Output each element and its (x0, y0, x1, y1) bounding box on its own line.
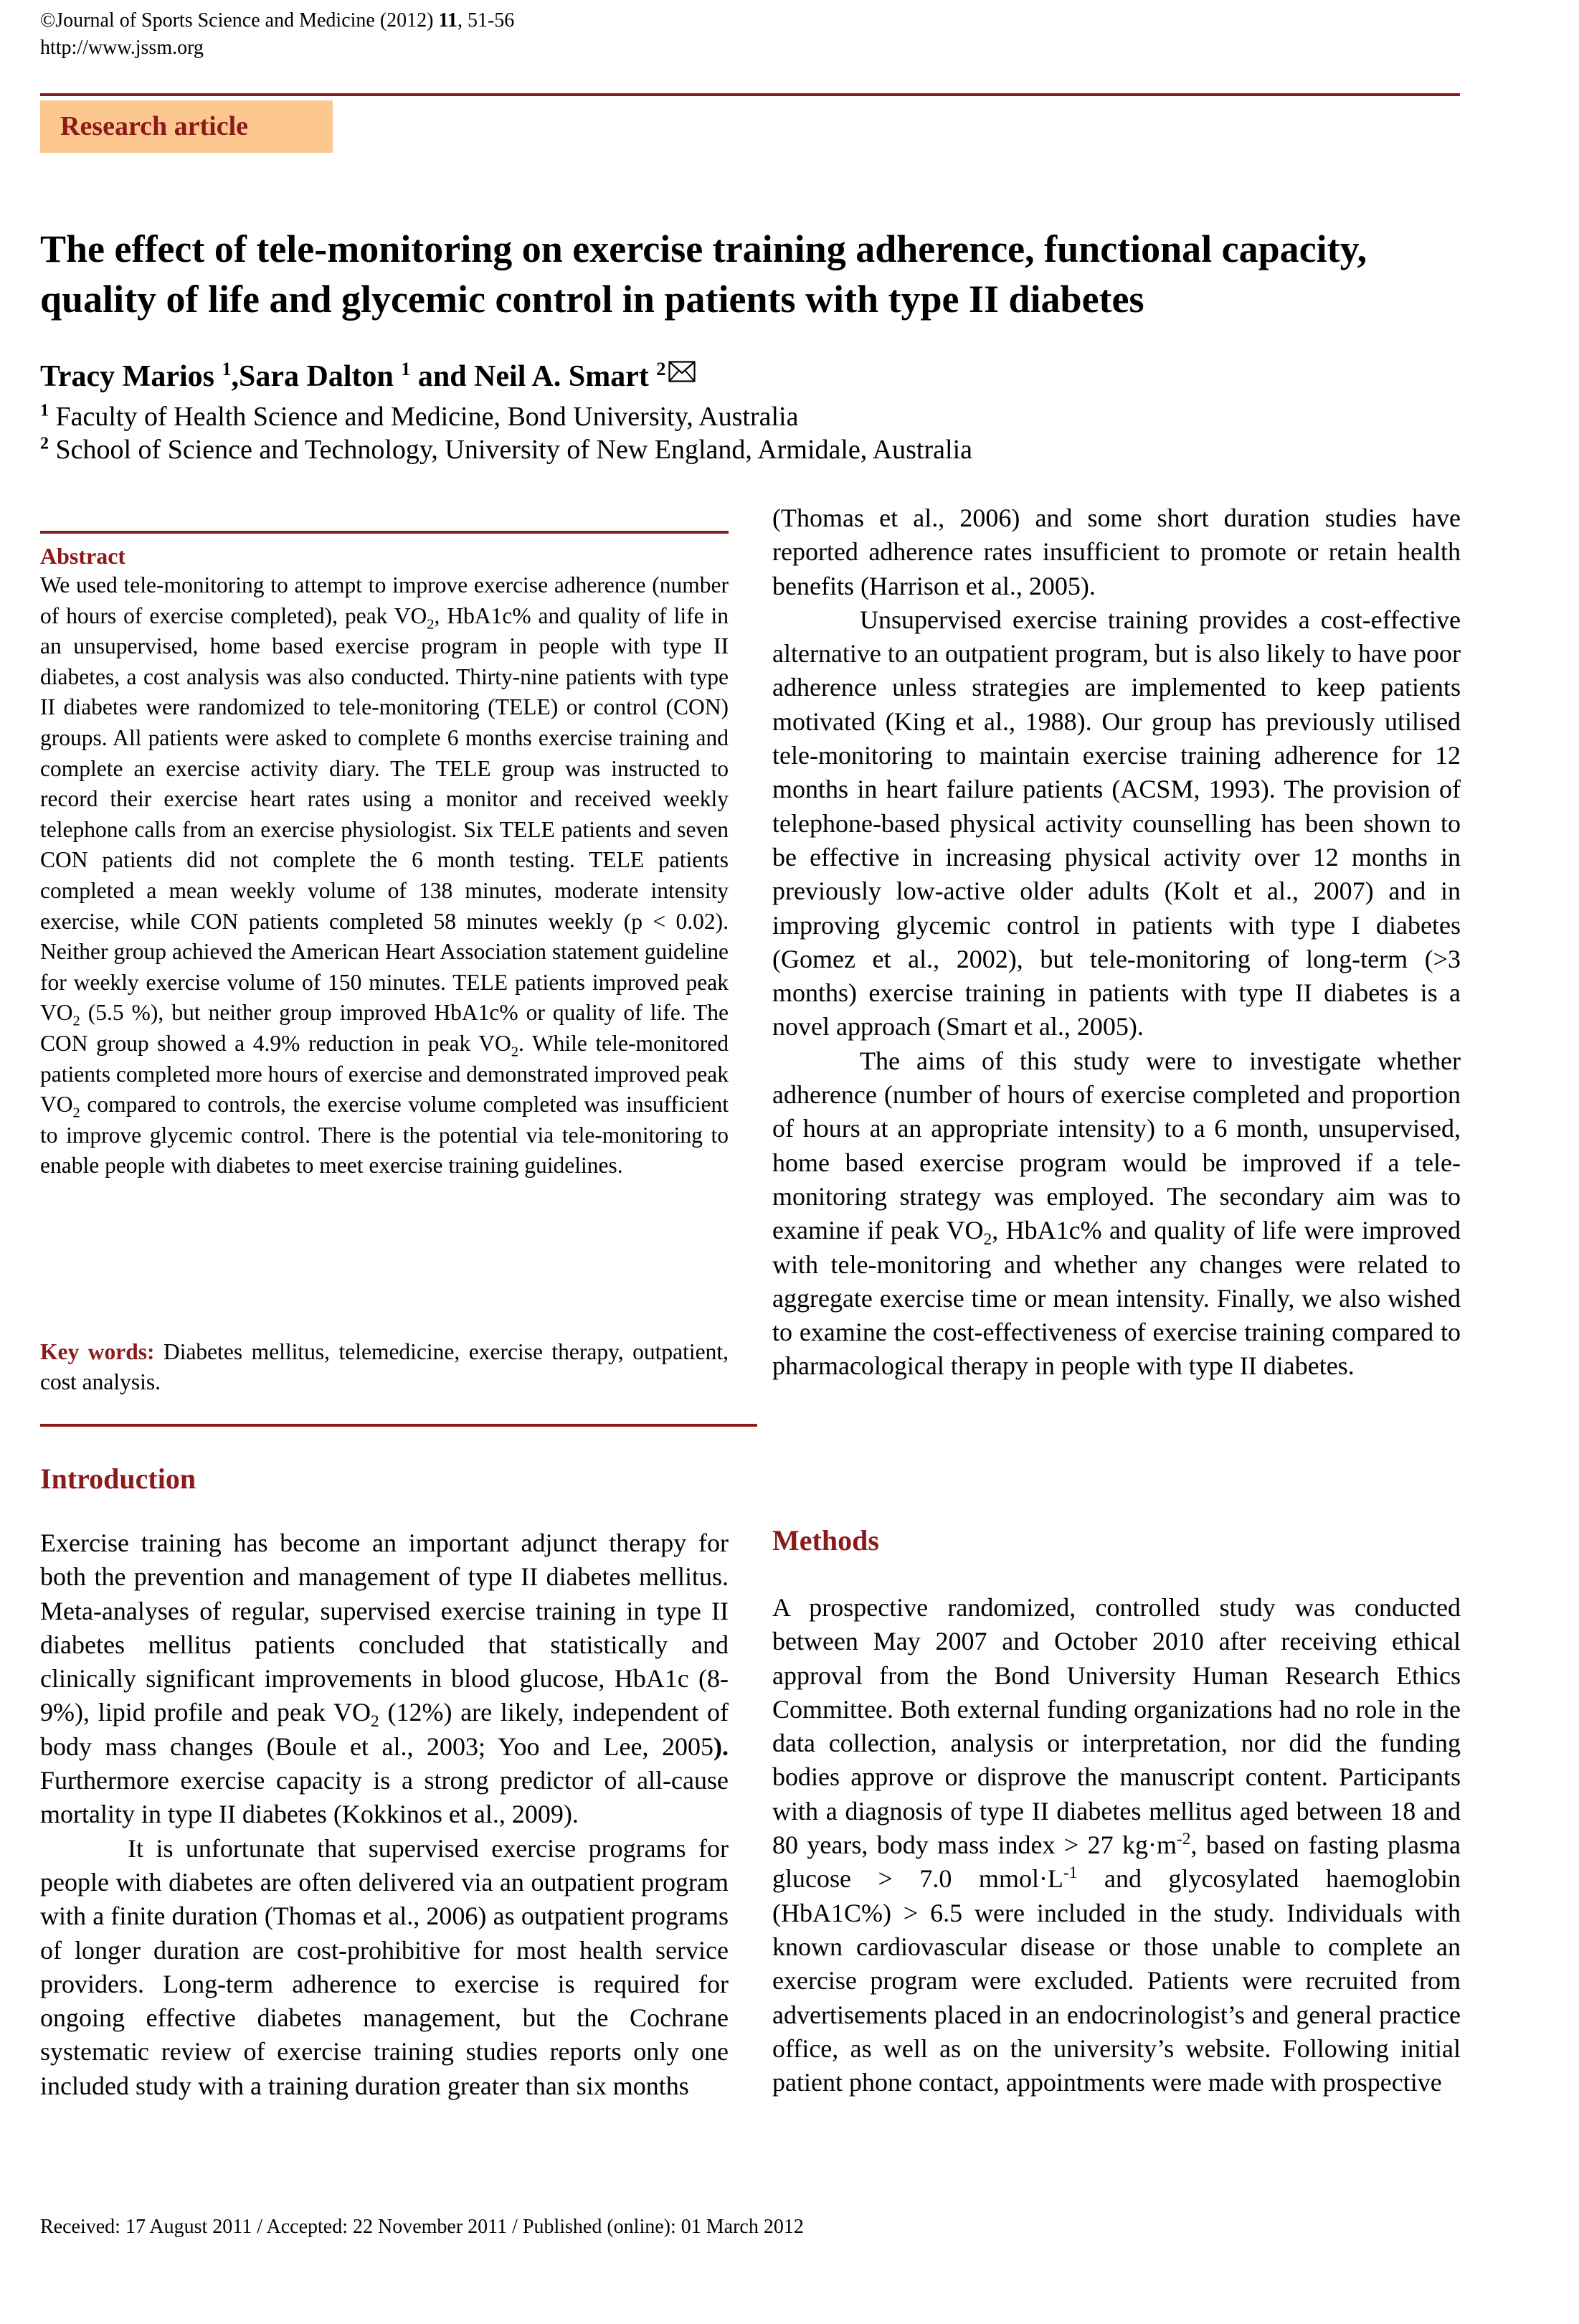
author-affiliation-mark: 1 (222, 359, 232, 379)
subscript: 2 (72, 1013, 80, 1029)
paragraph-text: A prospective randomized, controlled study was conducted between May 2007 and October 2010 after receiving ethical approval from the Bond University Human Research Ethics Committee. Both external funding organizations had no role in the data collection, analysis or interpretation, nor did the funding bodies approve or disprove the manuscript content. Participants with a diagnosis of type II diabetes mellitus aged between 18 and 80 years, body mass index > 27 kg·m (772, 1593, 1461, 1860)
paragraph-text: , based on fasting plasma glucose > 7.0 mmol·L (772, 1831, 1461, 1894)
superscript: -2 (1177, 1830, 1191, 1849)
mail-icon[interactable] (668, 355, 696, 391)
right-column-body (772, 501, 1461, 1384)
methods-heading-block (772, 1524, 1461, 1558)
affiliation-text: School of Science and Technology, University of New England, Armidale, Australia (49, 435, 972, 465)
journal-citation (40, 9, 514, 33)
introduction-paragraph-3: Unsupervised exercise training provides a cost-effective alternative to an outpatient program, but is also likely to have poor adherence unless strategies are implemented to keep patients motivated (King et al., 1988). Our group has previously utilised tele-monitoring to maintain exercise training adherence for 12 months in heart failure patients (ACSM, 1993). The provision of telephone-based physical activity counselling has been shown to be effective in increasing physical activity over 12 months in previously low-active older adults (Kolt et al., 2007) and in improving glycemic control in patients with type I diabetes (Gomez et al., 2002), but tele-monitoring of long-term (>3 months) exercise training in patients with type II diabetes is a novel approach (Smart et al., 2005). (772, 605, 1461, 1041)
abstract-bottom-rule (40, 1424, 757, 1427)
abstract-text-part: We used tele-monitoring to attempt to improve exercise adherence (number of hours of exercise completed), peak VO (40, 572, 729, 628)
abstract-top-rule (40, 531, 729, 534)
keywords-text: Diabetes mellitus, telemedicine, exercise therapy, outpatient, cost analysis. (40, 1339, 729, 1394)
affiliation-text: Faculty of Health Science and Medicine, Bond University, Australia (49, 402, 799, 432)
publication-dates: Received: 17 August 2011 / Accepted: 22 November 2011 / Published (online): 01 March 2012 (40, 2216, 804, 2238)
subscript: 2 (72, 1105, 80, 1121)
author-name: Tracy Marios (40, 360, 222, 393)
journal-url[interactable]: http://www.jssm.org (40, 37, 204, 59)
abstract-text (40, 570, 729, 1181)
abstract-text-part: compared to controls, the exercise volume completed was insufficient to improve glycemic control. There is the potential via tele-monitoring to enable people with diabetes to meet exercise training guidelines. (40, 1092, 729, 1178)
author-separator: , (231, 360, 239, 393)
author-affiliation-mark: 1 (401, 359, 411, 379)
subscript: 2 (427, 615, 435, 632)
abstract-text-part: , HbA1c% and quality of life in an unsupervised, home based exercise program in people with type II diabetes, a cost analysis was also conducted. Thirty-nine patients with type II diabetes were randomized to tele-monitoring (TELE) or control (CON) groups. All patients were asked to complete 6 months exercise training and complete an exercise activity diary. The TELE group was instructed to record their exercise heart rates using a monitor and received weekly telephone calls from an exercise physiologist. Six TELE patients and seven CON patients did not complete the 6 month testing. TELE patients completed a mean weekly volume of 138 minutes, moderate intensity exercise, while CON patients completed 58 minutes weekly (p < 0.02). Neither group achieved the American Heart Association statement guideline for weekly exercise volume of 150 minutes. TELE patients improved peak VO (40, 603, 729, 1026)
subscript: 2 (511, 1044, 518, 1060)
methods-body (772, 1591, 1461, 2099)
subscript: 2 (371, 1712, 379, 1732)
paragraph-text: Exercise training has become an important adjunct therapy for both the prevention and management of type II diabetes mellitus. Meta-analyses of regular, supervised exercise training in type II diabetes mellitus patients concluded that statistically and clinically significant improvements in blood glucose, HbA1c (8-9%), lipid profile and peak VO (40, 1529, 729, 1727)
introduction-heading: Introduction (40, 1463, 196, 1495)
introduction-paragraph-2-continued: (Thomas et al., 2006) and some short duration studies have reported adherence rates insufficient to promote or retain health benefits (Harrison et al., 2005). (772, 504, 1461, 600)
paragraph-text: and glycosylated haemoglobin (HbA1C%) > 6.5 were included in the study. Individuals with known cardiovascular disease or those unable to complete an exercise program were excluded. Patients were recruited from advertisements placed in an endocrinologist’s and general practice office, as well as on the university’s website. Following initial patient phone contact, appointments were made with prospective (772, 1864, 1461, 2097)
methods-heading: Methods (772, 1524, 879, 1557)
affiliation-number: 1 (40, 401, 49, 420)
keywords (40, 1337, 729, 1397)
methods-paragraph-1 (772, 1591, 1461, 2099)
author-affiliation-mark: 2 (656, 359, 666, 379)
affiliation-1 (40, 400, 798, 433)
journal-volume: 11 (438, 9, 457, 32)
subscript: 2 (983, 1230, 992, 1250)
abstract-text-part: (5.5 %), but neither group improved HbA1c% or quality of life. The CON group showed a 4.9% reduction in peak VO (40, 1000, 729, 1056)
affiliation-2 (40, 433, 972, 466)
affiliation-number: 2 (40, 434, 49, 453)
author-list (40, 359, 696, 397)
introduction-heading-block (40, 1462, 729, 1496)
paragraph-text: , HbA1c% and quality of life were improved with tele-monitoring and whether any changes were related to aggregate exercise time or mean intensity. Finally, we also wished to examine the cost-effectiveness of exercise training compared to pharmacological therapy in people with type II diabetes. (772, 1216, 1461, 1381)
abstract-text-part: . While tele-monitored patients completed more hours of exercise and demonstrated improved peak VO (40, 1030, 729, 1118)
bold-punctuation: ). (713, 1732, 729, 1761)
article-type-badge: Research article (40, 100, 333, 153)
introduction-body (40, 1526, 729, 2103)
abstract-block (40, 542, 729, 1181)
keywords-label: Key words: (40, 1339, 155, 1364)
introduction-paragraph-2: It is unfortunate that supervised exercise programs for people with diabetes are often delivered via an outpatient program with a finite duration (Thomas et al., 2006) as outpatient programs of longer duration are cost-prohibitive for most health service providers. Long-term adherence to exercise is required for ongoing effective diabetes management, but the Cochrane systematic review of exercise training studies reports only one included study with a training duration greater than six months (40, 1833, 729, 2100)
author-name: Sara Dalton (238, 360, 402, 393)
introduction-paragraph-1 (40, 1526, 729, 1832)
journal-pages: , 51-56 (457, 9, 515, 32)
introduction-paragraph-4 (772, 1044, 1461, 1384)
paragraph-text: The aims of this study were to investigate whether adherence (number of hours of exercise completed and proportion of hours at an appropriate intensity) to a 6 month, unsupervised, home based exercise program would be improved if a tele-monitoring strategy was employed. The secondary aim was to examine if peak VO (772, 1046, 1461, 1245)
article-title: The effect of tele-monitoring on exercise training adherence, functional capacity, quality of life and glycemic control in patients with type II diabetes (40, 227, 1367, 321)
journal-citation-prefix: ©Journal of Sports Science and Medicine (2012) (40, 9, 439, 32)
header-rule (40, 93, 1460, 96)
paragraph-text: (12%) are likely, independent of body mass changes (Boule et al., 2003; Yoo and Lee, 2005 (40, 1698, 729, 1761)
paragraph-text: Furthermore exercise capacity is a strong predictor of all-cause mortality in type II diabetes (Kokkinos et al., 2009). (40, 1766, 729, 1829)
abstract-heading: Abstract (40, 543, 126, 569)
author-name: and Neil A. Smart (410, 360, 657, 393)
superscript: -1 (1063, 1864, 1078, 1883)
keywords-block (40, 1337, 729, 1397)
